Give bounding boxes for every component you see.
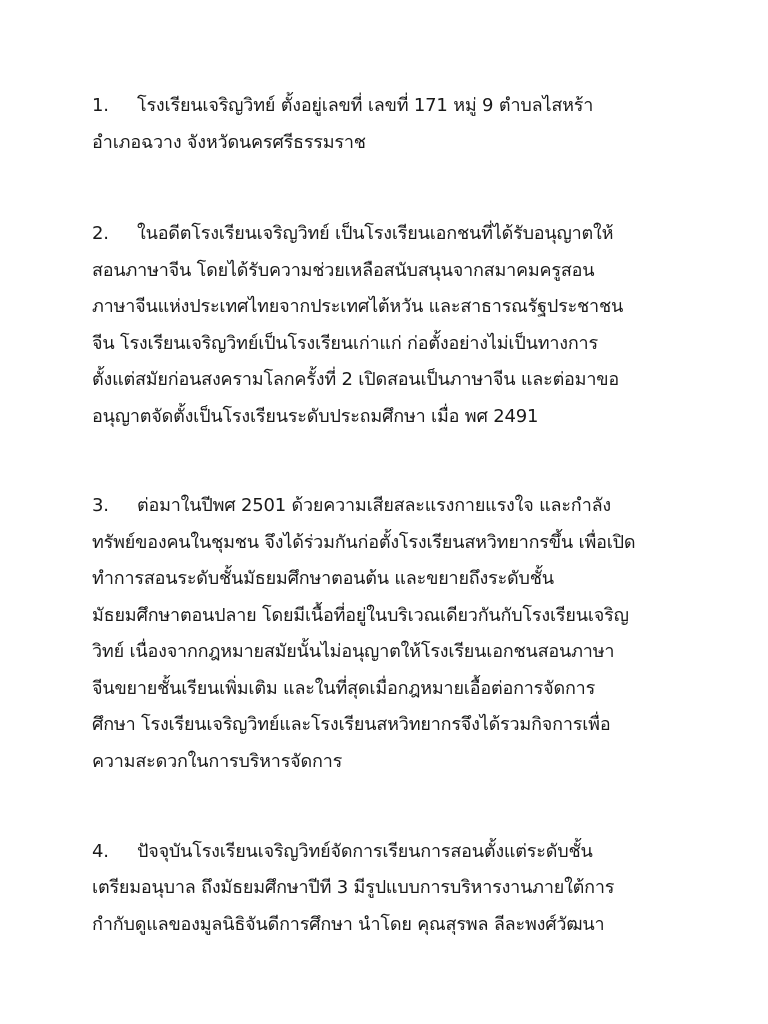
paragraph-3-number: 3. xyxy=(92,495,109,516)
paragraph-2-line-1 xyxy=(92,222,613,246)
paragraph-1-text: โรงเรียนเจริญวิทย์ ตั้งอยู่เลขที่ เลขที่ 171 หมู่ 9 ตำบลไสหร้า xyxy=(137,95,594,116)
paragraph-4-line-3: กำกับดูแลของมูลนิธิจันดีการศึกษา นำโดย คุณสุรพล ลีละพงศ์วัฒนา xyxy=(92,914,605,935)
paragraph-2-number: 2. xyxy=(92,223,109,244)
paragraph-1-number: 1. xyxy=(92,95,109,116)
paragraph-3-line-8: ความสะดวกในการบริหารจัดการ xyxy=(92,751,343,772)
paragraph-1-line-2: อำเภอฉวาง จังหวัดนครศรีธรรมราช xyxy=(92,132,366,153)
paragraph-3-line-1 xyxy=(92,494,611,518)
paragraph-3-text: ต่อมาในปีพศ 2501 ด้วยความเสียสละแรงกายแรงใจ และกำลัง xyxy=(137,495,612,516)
paragraph-4-line-1 xyxy=(92,840,593,864)
paragraph-4-number: 4. xyxy=(92,841,109,862)
paragraph-3-line-5: วิทย์ เนื่องจากกฎหมายสมัยนั้นไม่อนุญาตให้โรงเรียนเอกชนสอนภาษา xyxy=(92,641,615,662)
paragraph-2-text: ในอดีตโรงเรียนเจริญวิทย์ เป็นโรงเรียนเอกชนที่ได้รับอนุญาตให้ xyxy=(137,223,614,244)
paragraph-1-line-1 xyxy=(92,94,593,118)
paragraph-2-line-4: จีน โรงเรียนเจริญวิทย์เป็นโรงเรียนเก่าแก่ ก่อตั้งอย่างไม่เป็นทางการ xyxy=(92,333,598,354)
paragraph-3-line-3: ทำการสอนระดับชั้นมัธยมศึกษาตอนต้น และขยายถึงระดับชั้น xyxy=(92,568,554,589)
paragraph-3-line-2: ทรัพย์ของคนในชุมชน จึงได้ร่วมกันก่อตั้งโรงเรียนสหวิทยากรขึ้น เพื่อเปิด xyxy=(92,532,636,553)
paragraph-2-line-5: ตั้งแต่สมัยก่อนสงครามโลกครั้งที่ 2 เปิดสอนเป็นภาษาจีน และต่อมาขอ xyxy=(92,369,619,390)
paragraph-4-text: ปัจจุบันโรงเรียนเจริญวิทย์จัดการเรียนการสอนตั้งแต่ระดับชั้น xyxy=(137,841,593,862)
paragraph-4-line-2: เตรียมอนุบาล ถึงมัธยมศึกษาปีที 3 มีรูปแบบการบริหารงานภายใต้การ xyxy=(92,877,615,898)
paragraph-2-line-3: ภาษาจีนแห่งประเทศไทยจากประเทศไต้หวัน และสาธารณรัฐประชาชน xyxy=(92,296,624,317)
paragraph-2-line-2: สอนภาษาจีน โดยได้รับความช่วยเหลือสนับสนุนจากสมาคมครูสอน xyxy=(92,260,595,281)
paragraph-3-line-4: มัธยมศึกษาตอนปลาย โดยมีเนื้อที่อยู่ในบริเวณเดียวกันกับโรงเรียนเจริญ xyxy=(92,605,629,626)
paragraph-2-line-6: อนุญาตจัดตั้งเป็นโรงเรียนระดับประถมศึกษา เมื่อ พศ 2491 xyxy=(92,406,539,427)
paragraph-3-line-6: จีนขยายชั้นเรียนเพิ่มเติม และในที่สุดเมื่อกฎหมายเอื้อต่อการจัดการ xyxy=(92,678,596,699)
paragraph-3-line-7: ศึกษา โรงเรียนเจริญวิทย์และโรงเรียนสหวิทยากรจึงได้รวมกิจการเพื่อ xyxy=(92,714,611,735)
